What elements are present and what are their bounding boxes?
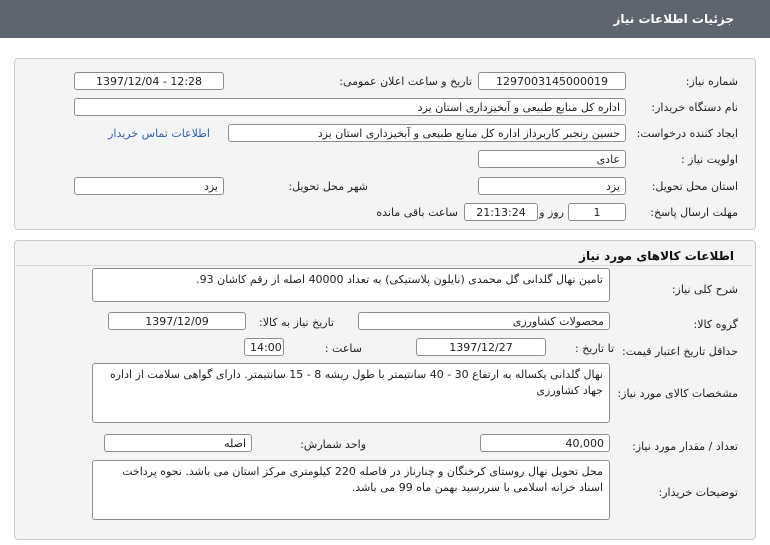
- need-date-label: تاریخ نیاز به کالا:: [259, 316, 334, 329]
- buyer-notes-label: توضیحات خریدار:: [658, 486, 738, 499]
- delivery-city-field[interactable]: یزد: [74, 177, 224, 195]
- deadline-time-field[interactable]: 21:13:24: [464, 203, 538, 221]
- unit-field[interactable]: اصله: [104, 434, 252, 452]
- priority-field[interactable]: عادی: [478, 150, 626, 168]
- buyer-org-field[interactable]: اداره کل منابع طبیعی و آبخیزداری استان یزد: [74, 98, 626, 116]
- hour-label: ساعت :: [324, 342, 362, 355]
- announce-label: تاریخ و ساعت اعلان عمومی:: [339, 75, 472, 88]
- delivery-city-label: شهر محل تحویل:: [288, 180, 368, 193]
- group-label: گروه کالا:: [693, 318, 738, 331]
- buyer-contact-link[interactable]: اطلاعات تماس خریدار: [108, 127, 210, 140]
- requester-field[interactable]: حسین رنجبر کاربرداز اداره کل منابع طبیعی و آبخیزداری استان یزد: [228, 124, 626, 142]
- min-validity-label: حداقل تاریخ اعتبار قیمت:: [622, 345, 738, 358]
- section-divider: [16, 265, 752, 266]
- page-title: جزئیات اطلاعات نیاز: [613, 12, 734, 26]
- qty-field[interactable]: 40,000: [480, 434, 610, 452]
- priority-label: اولویت نیاز :: [680, 153, 738, 166]
- group-field[interactable]: محصولات کشاورزی: [358, 312, 610, 330]
- delivery-province-label: استان محل تحویل:: [651, 180, 738, 193]
- deadline-days-field[interactable]: 1: [568, 203, 626, 221]
- deadline-days-label: روز و: [539, 206, 564, 219]
- unit-label: واحد شمارش:: [300, 438, 366, 451]
- qty-label: تعداد / مقدار مورد نیاز:: [632, 440, 738, 453]
- goods-section-title: اطلاعات کالاهای مورد نیاز: [579, 249, 734, 263]
- specs-field[interactable]: نهال گلدانی یکساله به ارتفاع 30 - 40 سانتیمتر با طول ریشه 8 - 15 سانتیمتر. دارای گواهی سلامت از اداره جهاد کشاورزی: [92, 363, 610, 423]
- deadline-time-label: ساعت باقی مانده: [376, 206, 458, 219]
- to-date-field[interactable]: 1397/12/27: [416, 338, 546, 356]
- specs-label: مشخصات کالای مورد نیاز:: [617, 387, 738, 400]
- delivery-province-field[interactable]: یزد: [478, 177, 626, 195]
- to-date-label: تا تاریخ :: [575, 342, 614, 355]
- need-date-field[interactable]: 1397/12/09: [108, 312, 246, 330]
- deadline-label: مهلت ارسال پاسخ:: [650, 206, 738, 219]
- need-number-field[interactable]: 1297003145000019: [478, 72, 626, 90]
- buyer-notes-field[interactable]: محل تحویل نهال روستای کرخنگان و چنارناز در فاصله 220 کیلومتری مرکز استان می باشد. نحوه پرداخت اسناد خزانه اسلامی با سررسید بهمن ماه 99 می باشد.: [92, 460, 610, 520]
- hour-field[interactable]: 14:00: [244, 338, 284, 356]
- summary-field[interactable]: تامین نهال گلدانی گل محمدی (نایلون پلاستیکی) به تعداد 40000 اصله از رقم کاشان 93.: [92, 268, 610, 302]
- need-number-label: شماره نیاز:: [685, 75, 738, 88]
- buyer-org-label: نام دستگاه خریدار:: [651, 101, 738, 114]
- announce-datetime-field[interactable]: 1397/12/04 - 12:28: [74, 72, 224, 90]
- summary-label: شرح کلی نیاز:: [671, 283, 738, 296]
- requester-label: ایجاد کننده درخواست:: [636, 127, 738, 140]
